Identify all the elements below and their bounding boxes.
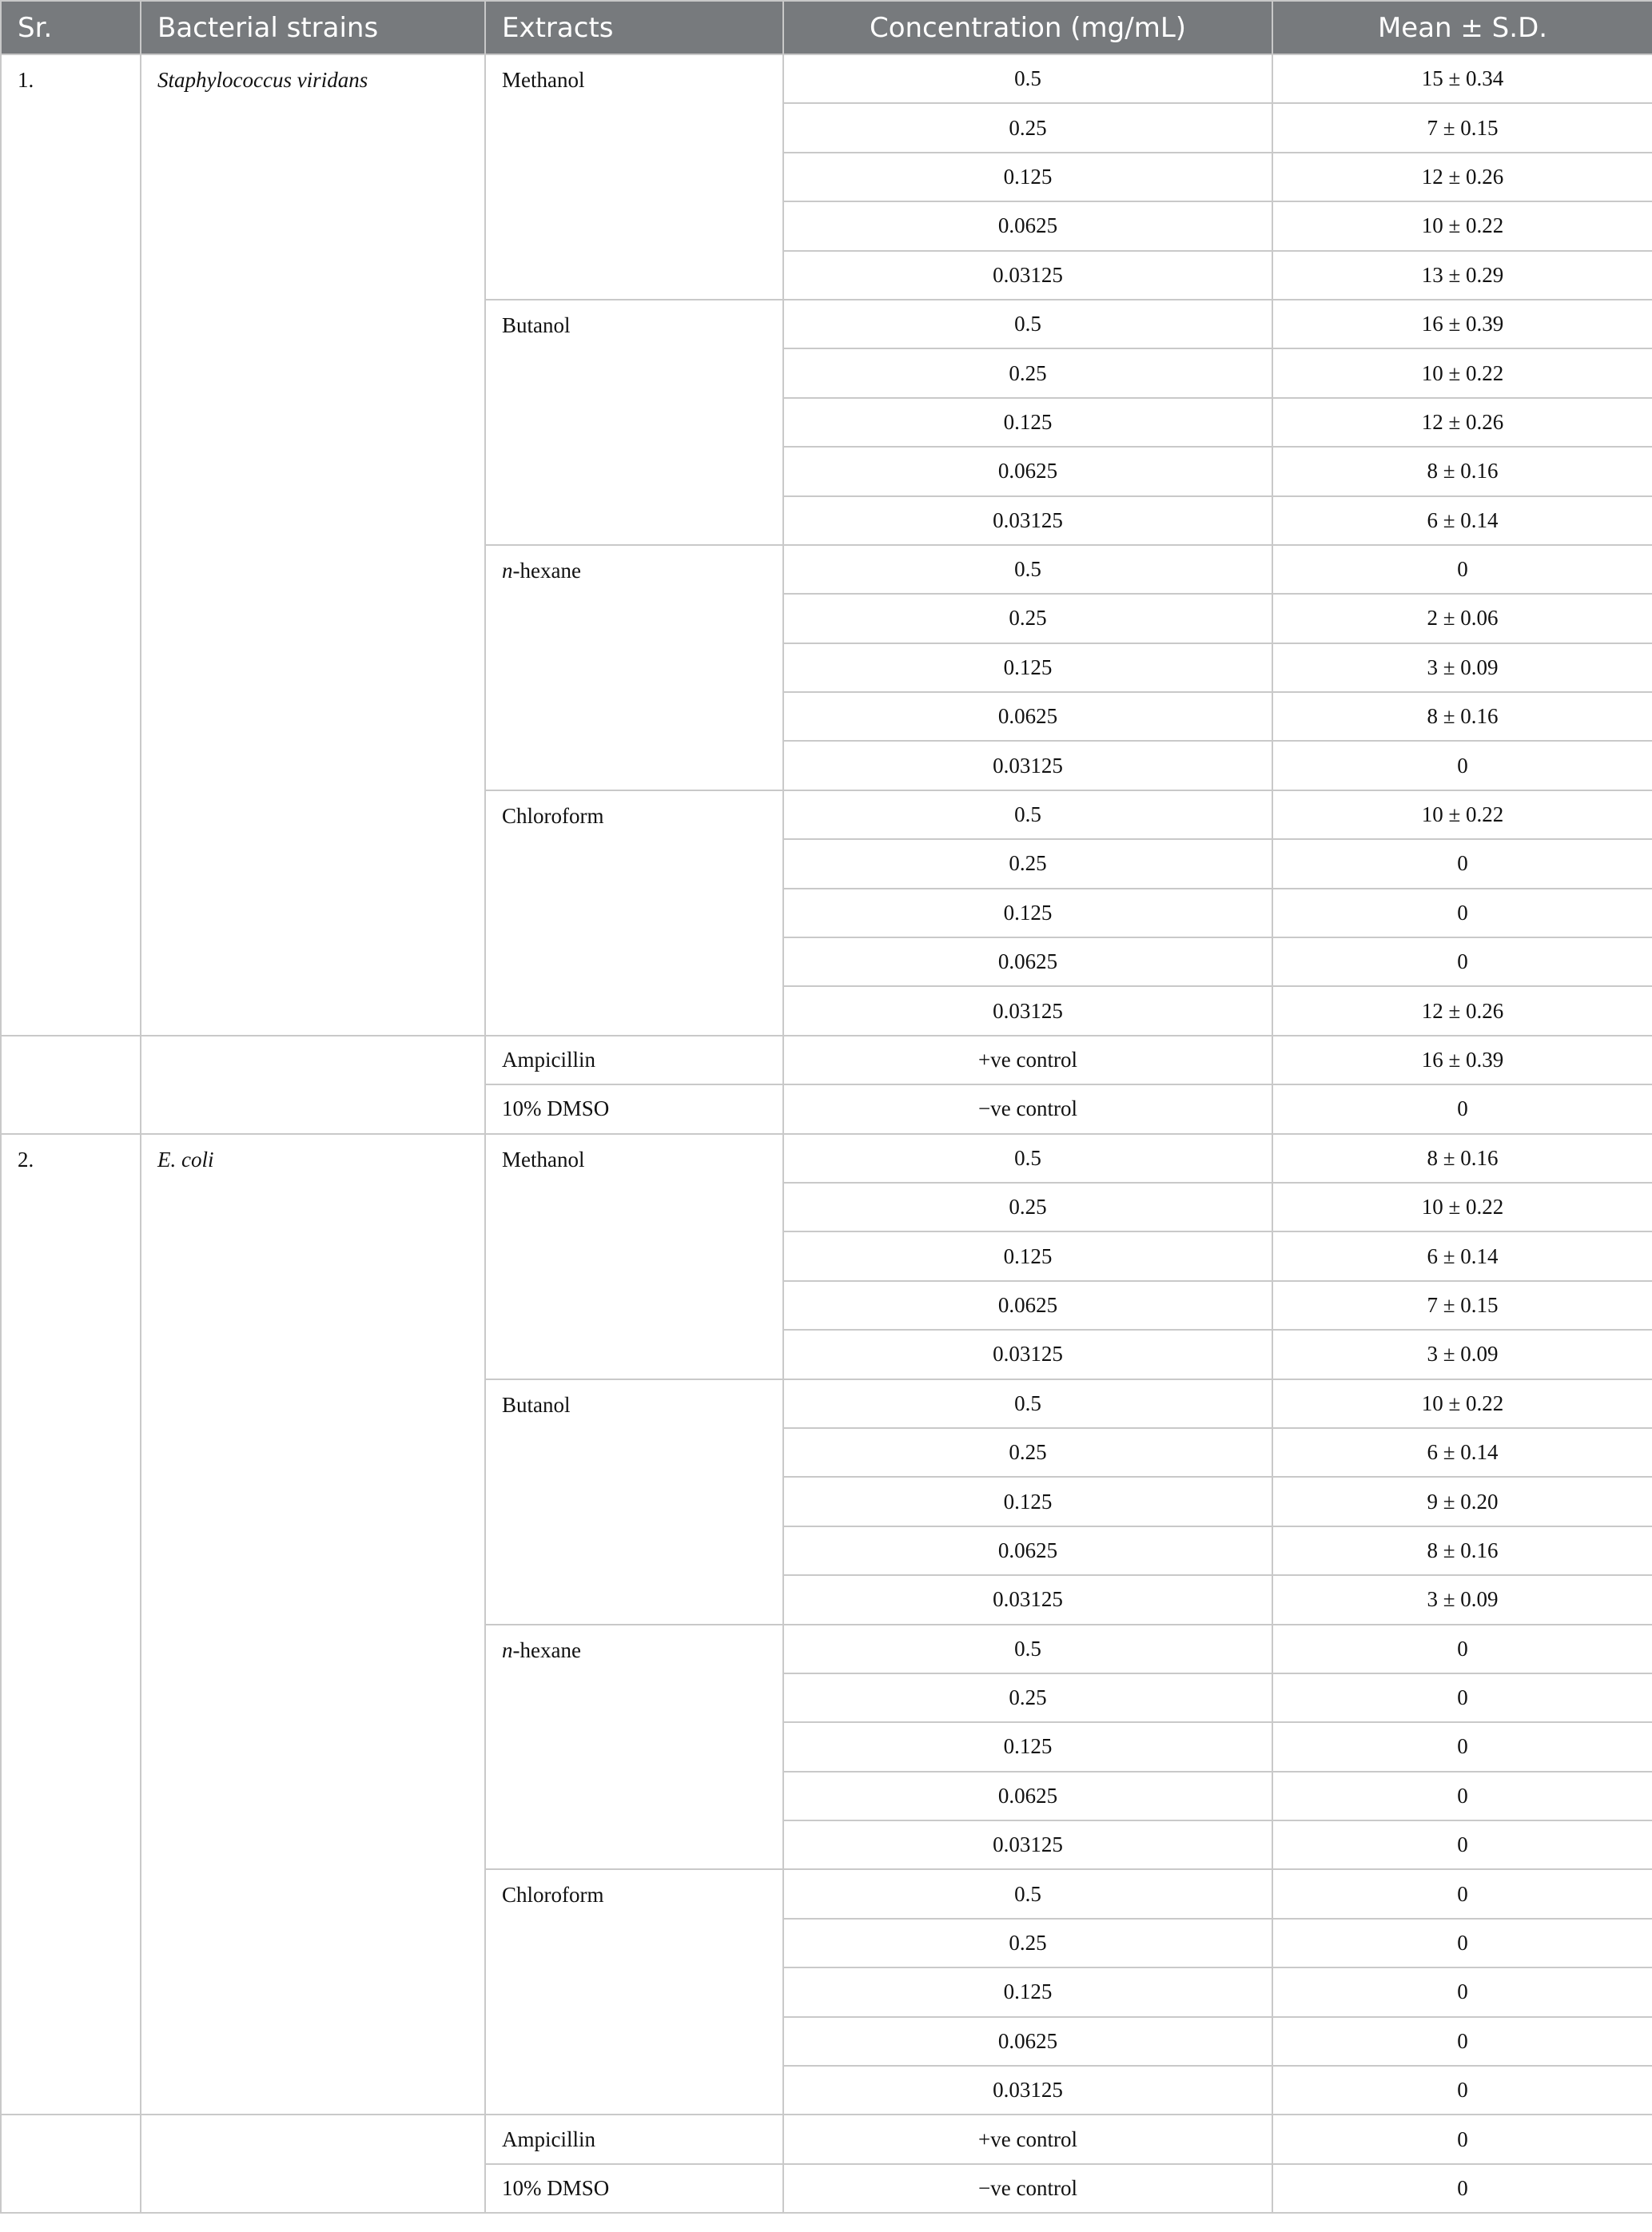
mean-cell: 0 [1272,1967,1652,2016]
concentration-cell: 0.03125 [783,1820,1272,1869]
mean-cell: 0 [1272,937,1652,986]
control-mean: 16 ± 0.39 [1272,1036,1652,1084]
concentration-cell: 0.125 [783,889,1272,937]
header-bacterial-strains: Bacterial strains [141,1,485,54]
mean-cell: 10 ± 0.22 [1272,1183,1652,1231]
control-name: 10% DMSO [485,2164,783,2213]
mean-cell: 6 ± 0.14 [1272,1428,1652,1477]
concentration-cell: 0.5 [783,1379,1272,1428]
concentration-cell: 0.0625 [783,1526,1272,1575]
mean-cell: 0 [1272,1673,1652,1722]
mean-cell: 0 [1272,1722,1652,1771]
sr-cell: 1. [1,54,141,1036]
mean-cell: 10 ± 0.22 [1272,348,1652,397]
concentration-cell: 0.03125 [783,986,1272,1035]
mean-cell: 16 ± 0.39 [1272,300,1652,348]
concentration-cell: 0.125 [783,1231,1272,1280]
concentration-cell: 0.5 [783,300,1272,348]
mean-cell: 0 [1272,2066,1652,2115]
concentration-cell: 0.125 [783,643,1272,692]
concentration-cell: 0.25 [783,1919,1272,1967]
concentration-cell: 0.03125 [783,741,1272,790]
concentration-cell: 0.25 [783,1673,1272,1722]
mean-cell: 8 ± 0.16 [1272,692,1652,741]
concentration-cell: 0.125 [783,1722,1272,1771]
empty-strain-cell [141,1036,485,1134]
concentration-cell: 0.03125 [783,2066,1272,2115]
concentration-cell: 0.5 [783,790,1272,839]
empty-sr-cell [1,2115,141,2213]
extract-name: n-hexane [485,545,783,790]
empty-strain-cell [141,2115,485,2213]
mean-cell: 0 [1272,1820,1652,1869]
mean-cell: 8 ± 0.16 [1272,447,1652,495]
control-concentration: −ve control [783,1084,1272,1133]
mean-cell: 2 ± 0.06 [1272,594,1652,643]
concentration-cell: 0.25 [783,594,1272,643]
mean-cell: 0 [1272,545,1652,594]
concentration-cell: 0.5 [783,1134,1272,1183]
concentration-cell: 0.5 [783,1625,1272,1673]
concentration-cell: 0.25 [783,348,1272,397]
control-mean: 0 [1272,2164,1652,2213]
concentration-cell: 0.0625 [783,201,1272,250]
concentration-cell: 0.125 [783,153,1272,201]
mean-cell: 8 ± 0.16 [1272,1134,1652,1183]
concentration-cell: 0.03125 [783,496,1272,545]
mean-cell: 3 ± 0.09 [1272,643,1652,692]
mean-cell: 0 [1272,1919,1652,1967]
concentration-cell: 0.0625 [783,692,1272,741]
extract-name: Methanol [485,1134,783,1379]
mean-cell: 0 [1272,741,1652,790]
mean-cell: 0 [1272,1869,1652,1918]
concentration-cell: 0.0625 [783,2017,1272,2066]
mean-cell: 0 [1272,839,1652,888]
mean-cell: 8 ± 0.16 [1272,1526,1652,1575]
table-row [1,54,1652,103]
sr-cell: 2. [1,1134,141,2115]
concentration-cell: 0.5 [783,545,1272,594]
concentration-cell: 0.25 [783,839,1272,888]
extract-name: Chloroform [485,1869,783,2115]
header-extracts: Extracts [485,1,783,54]
mean-cell: 10 ± 0.22 [1272,790,1652,839]
mean-cell: 6 ± 0.14 [1272,496,1652,545]
mean-cell: 12 ± 0.26 [1272,153,1652,201]
mean-cell: 0 [1272,1625,1652,1673]
concentration-cell: 0.125 [783,398,1272,447]
extract-name: Butanol [485,1379,783,1625]
mean-cell: 10 ± 0.22 [1272,1379,1652,1428]
mean-cell: 6 ± 0.14 [1272,1231,1652,1280]
concentration-cell: 0.0625 [783,447,1272,495]
extract-name: n-hexane [485,1625,783,1870]
concentration-cell: 0.03125 [783,251,1272,300]
mean-cell: 0 [1272,889,1652,937]
extract-name: Butanol [485,300,783,545]
mean-cell: 0 [1272,1772,1652,1820]
control-concentration: +ve control [783,2115,1272,2163]
header-row [1,1,1652,54]
control-name: Ampicillin [485,1036,783,1084]
header-concentration: Concentration (mg/mL) [783,1,1272,54]
strain-name: E. coli [141,1134,485,2115]
extract-name: Chloroform [485,790,783,1036]
mean-cell: 13 ± 0.29 [1272,251,1652,300]
concentration-cell: 0.125 [783,1477,1272,1526]
extract-name: Methanol [485,54,783,300]
concentration-cell: 0.5 [783,1869,1272,1918]
header-sr: Sr. [1,1,141,54]
concentration-cell: 0.0625 [783,1772,1272,1820]
control-row [1,2115,1652,2163]
control-mean: 0 [1272,2115,1652,2163]
concentration-cell: 0.25 [783,1183,1272,1231]
mean-cell: 15 ± 0.34 [1272,54,1652,103]
concentration-cell: 0.25 [783,1428,1272,1477]
mean-cell: 10 ± 0.22 [1272,201,1652,250]
concentration-cell: 0.0625 [783,937,1272,986]
concentration-cell: 0.03125 [783,1330,1272,1379]
control-concentration: +ve control [783,1036,1272,1084]
control-name: Ampicillin [485,2115,783,2163]
concentration-cell: 0.25 [783,103,1272,152]
concentration-cell: 0.0625 [783,1281,1272,1330]
mean-cell: 0 [1272,2017,1652,2066]
mean-cell: 3 ± 0.09 [1272,1575,1652,1624]
mean-cell: 3 ± 0.09 [1272,1330,1652,1379]
control-row [1,1036,1652,1084]
concentration-cell: 0.5 [783,54,1272,103]
mean-cell: 12 ± 0.26 [1272,398,1652,447]
mean-cell: 12 ± 0.26 [1272,986,1652,1035]
empty-sr-cell [1,1036,141,1134]
table-row [1,1134,1652,1183]
mean-cell: 7 ± 0.15 [1272,103,1652,152]
header-mean-sd: Mean ± S.D. [1272,1,1652,54]
control-mean: 0 [1272,1084,1652,1133]
concentration-cell: 0.03125 [783,1575,1272,1624]
mean-cell: 9 ± 0.20 [1272,1477,1652,1526]
strain-name: Staphylococcus viridans [141,54,485,1036]
concentration-cell: 0.125 [783,1967,1272,2016]
mean-cell: 7 ± 0.15 [1272,1281,1652,1330]
control-concentration: −ve control [783,2164,1272,2213]
control-name: 10% DMSO [485,1084,783,1133]
